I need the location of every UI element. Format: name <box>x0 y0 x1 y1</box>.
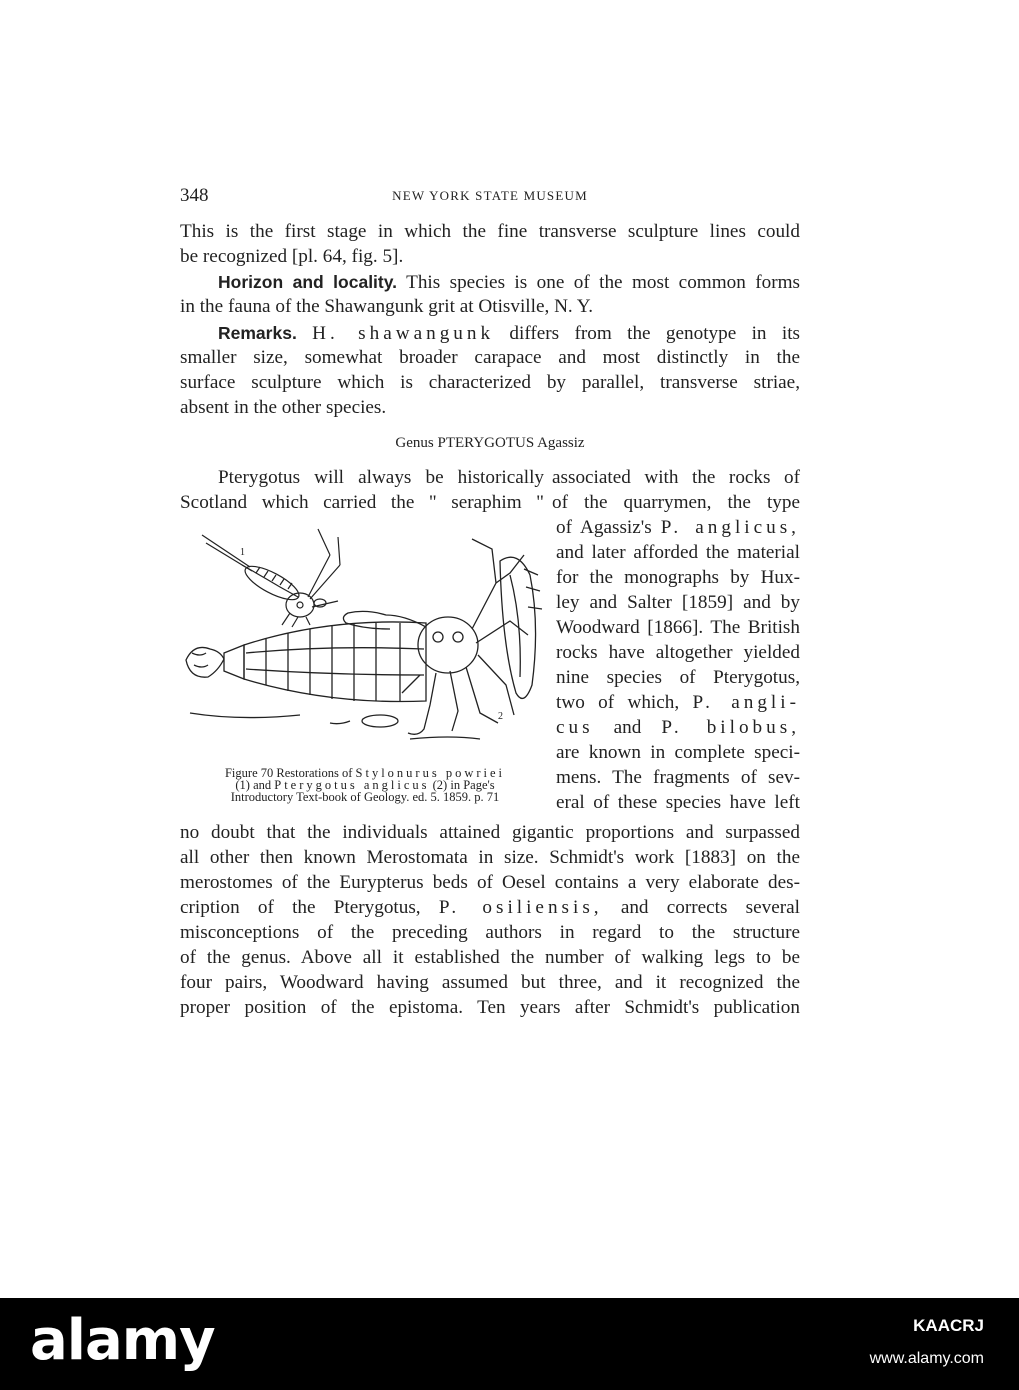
body-line-14: eral of these species have left <box>556 792 800 813</box>
remarks-heading: Remarks. <box>218 323 297 343</box>
figure-caption-line-2: (1) and Pterygotus anglicus (2) in Page's <box>235 778 495 792</box>
continuation-line-1: no doubt that the individuals attained gigantic proportions and surpassed <box>180 822 800 843</box>
body-line-7: Woodward [1866]. The British <box>556 617 800 638</box>
continuation-line-7: four pairs, Woodward having assumed but three, and it recognized the <box>180 972 800 993</box>
eurypterid-illustration <box>180 525 550 765</box>
watermark-footer <box>0 1298 1019 1390</box>
horizon-paragraph-line-2: in the fauna of the Shawangunk grit at Otisville, N. Y. <box>180 296 593 317</box>
remarks-text: differs from the genotype in its <box>509 323 800 344</box>
figure-2-pterygotus <box>186 539 542 739</box>
remarks-paragraph-line-3: surface sculpture which is characterized by parallel, transverse striae, <box>180 372 800 393</box>
remarks-paragraph-line-4: absent in the other species. <box>180 397 387 418</box>
continuation-line-3: merostomes of the Eurypterus beds of Oesel contains a very elaborate des- <box>180 872 800 893</box>
species-name: H. shawangunk <box>312 323 495 344</box>
continuation-line-8: proper position of the epistoma. Ten years after Schmidt's publication <box>180 997 800 1018</box>
horizon-heading: Horizon and locality. <box>218 272 398 292</box>
image-id: KAACRJ <box>913 1316 984 1335</box>
alamy-logo: alamy <box>30 1308 215 1373</box>
body-line-6: ley and Salter [1859] and by <box>556 592 800 613</box>
body-line-2-left: Scotland which carried the " seraphim " <box>180 492 544 513</box>
continuation-line-6: of the genus. Above all it established the number of walking legs to be <box>180 947 800 968</box>
body-line-13: mens. The fragments of sev- <box>556 767 800 788</box>
body-line-3: of Agassiz's P. anglicus, <box>556 517 800 538</box>
body-line-8: rocks have altogether yielded <box>556 642 800 663</box>
body-line-4: and later afforded the material <box>556 542 800 563</box>
body-line-11: cus and P. bilobus, <box>556 717 800 738</box>
continuation-line-4: cription of the Pterygotus, P. osiliensis, and corrects several <box>180 897 800 918</box>
remarks-paragraph-line-2: smaller size, somewhat broader carapace and most distinctly in the <box>180 347 800 368</box>
footer-url: www.alamy.com <box>869 1350 984 1367</box>
continuation-line-2: all other then known Merostomata in size. Schmidt's work [1883] on the <box>180 847 800 868</box>
continuation-line-5: misconceptions of the preceding authors in regard to the structure <box>180 922 800 943</box>
figure-1-stylonurus <box>202 529 340 627</box>
intro-line-2: be recognized [pl. 64, fig. 5]. <box>180 246 404 267</box>
body-line-9: nine species of Pterygotus, <box>556 667 800 688</box>
figure-caption-line-3: Introductory Text-book of Geology. ed. 5. 1859. p. 71 <box>230 790 500 804</box>
body-line-5: for the monographs by Hux- <box>556 567 800 588</box>
body-line-1-right: associated with the rocks of <box>552 467 800 488</box>
horizon-text: This species is one of the most common forms <box>406 272 800 293</box>
horizon-paragraph-line-1 <box>218 270 800 295</box>
body-line-1-left: Pterygotus will always be historically <box>218 467 544 488</box>
intro-line-1: This is the first stage in which the fine transverse sculpture lines could <box>180 221 800 242</box>
body-line-2-right: of the quarrymen, the type <box>552 492 800 513</box>
figure-label-2: 2 <box>498 711 503 722</box>
body-line-12: are known in complete speci- <box>556 742 800 763</box>
body-line-10: two of which, P. angli- <box>556 692 800 713</box>
page-number: 348 <box>180 185 209 206</box>
page-header <box>180 185 800 207</box>
genus-heading: Genus PTERYGOTUS Agassiz <box>395 435 585 451</box>
figure-caption-line-1: Figure 70 Restorations of Stylonurus powriei <box>224 766 506 780</box>
remarks-paragraph-line-1 <box>218 321 800 346</box>
figure-label-1: 1 <box>240 547 245 558</box>
running-title: NEW YORK STATE MUSEUM <box>392 188 588 203</box>
